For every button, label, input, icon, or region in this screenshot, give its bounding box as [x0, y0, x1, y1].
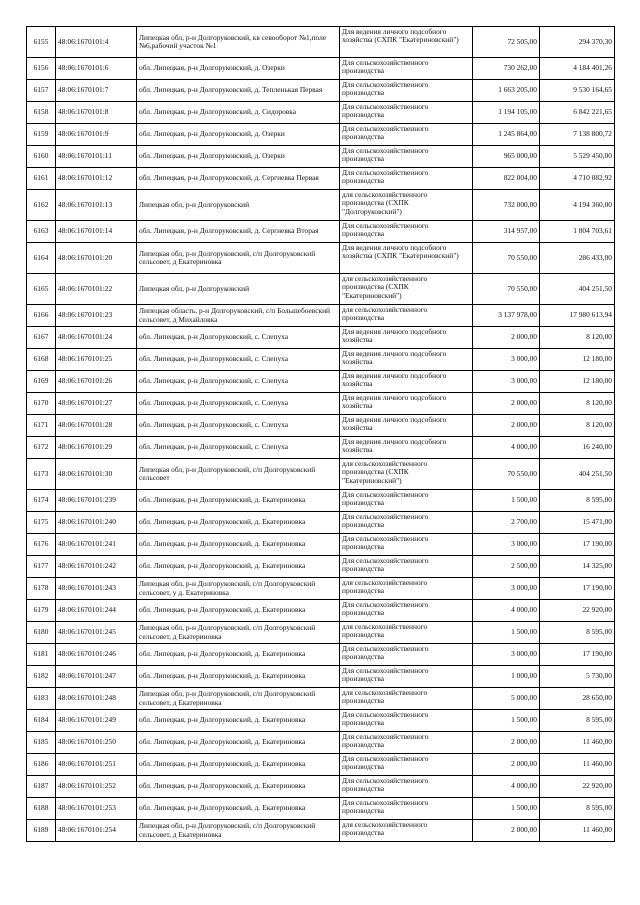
area-cell: 1 000,00	[473, 666, 540, 688]
table-row	[27, 437, 615, 459]
land-plots-table	[26, 26, 615, 842]
table-row	[27, 732, 615, 754]
row-number-cell: 6180	[27, 622, 56, 644]
address-cell: обл. Липецкая, р-н Долгоруковский, д. Тепленькая Первая	[137, 80, 340, 102]
cadastral-value-cell: 15 471,00	[540, 512, 615, 534]
permitted-use-cell: Для сельскохозяйственного производства	[340, 146, 473, 168]
permitted-use-cell: для сельскохозяйственного производства	[340, 578, 473, 600]
cadastral-number-cell: 48:06:1670101:242	[56, 556, 137, 578]
cadastral-value-cell: 11 460,00	[540, 820, 615, 842]
table-row	[27, 58, 615, 80]
permitted-use-cell: Для ведения личного подсобного хозяйства (СХПК "Екатериновский")	[340, 243, 473, 274]
cadastral-value-cell: 5 730,00	[540, 666, 615, 688]
cadastral-value-cell: 286 433,00	[540, 243, 615, 274]
address-cell: обл. Липецкая, р-н Долгоруковский, д. Екатериновка	[137, 754, 340, 776]
cadastral-value-cell: 4 710 082,92	[540, 168, 615, 190]
table-row	[27, 776, 615, 798]
cadastral-number-cell: 48:06:1670101:26	[56, 371, 137, 393]
address-cell: обл. Липецкая, р-н Долгоруковский, д. Сергиевка Вторая	[137, 221, 340, 243]
area-cell: 4 000,00	[473, 437, 540, 459]
cadastral-number-cell: 48:06:1670101:13	[56, 190, 137, 221]
permitted-use-cell: Для сельскохозяйственного производства	[340, 644, 473, 666]
row-number-cell: 6164	[27, 243, 56, 274]
address-cell: Липецкая обл, р-н Долгоруковский, с/п Долгоруковский сельсовет, д Екатериновка	[137, 688, 340, 710]
row-number-cell: 6165	[27, 274, 56, 305]
address-cell: обл. Липецкая, р-н Долгоруковский, д. Екатериновка	[137, 512, 340, 534]
cadastral-value-cell: 6 842 221,65	[540, 102, 615, 124]
permitted-use-cell: для сельскохозяйственного производства	[340, 688, 473, 710]
cadastral-value-cell: 9 530 164,65	[540, 80, 615, 102]
cadastral-value-cell: 17 190,00	[540, 534, 615, 556]
area-cell: 3 000,00	[473, 644, 540, 666]
cadastral-value-cell: 4 184 401,26	[540, 58, 615, 80]
row-number-cell: 6186	[27, 754, 56, 776]
cadastral-value-cell: 22 920,00	[540, 776, 615, 798]
permitted-use-cell: Для сельскохозяйственного производства	[340, 168, 473, 190]
area-cell: 2 000,00	[473, 327, 540, 349]
cadastral-value-cell: 294 370,30	[540, 27, 615, 58]
table-row	[27, 146, 615, 168]
table-row	[27, 798, 615, 820]
area-cell: 1 500,00	[473, 622, 540, 644]
table-row	[27, 754, 615, 776]
address-cell: обл. Липецкая, р-н Долгоруковский, д. Екатериновка	[137, 776, 340, 798]
table-row	[27, 305, 615, 327]
cadastral-value-cell: 8 120,00	[540, 393, 615, 415]
area-cell: 965 000,00	[473, 146, 540, 168]
area-cell: 3 000,00	[473, 578, 540, 600]
permitted-use-cell: Для сельскохозяйственного производства	[340, 58, 473, 80]
address-cell: обл. Липецкая, р-н Долгоруковский, с. Слепуха	[137, 437, 340, 459]
permitted-use-cell: для сельскохозяйственного производства	[340, 305, 473, 327]
permitted-use-cell: Для сельскохозяйственного производства	[340, 776, 473, 798]
cadastral-number-cell: 48:06:1670101:241	[56, 534, 137, 556]
address-cell: обл. Липецкая, р-н Долгоруковский, с. Слепуха	[137, 349, 340, 371]
table-row	[27, 415, 615, 437]
row-number-cell: 6188	[27, 798, 56, 820]
area-cell: 2 000,00	[473, 754, 540, 776]
cadastral-number-cell: 48:06:1670101:243	[56, 578, 137, 600]
row-number-cell: 6157	[27, 80, 56, 102]
area-cell: 732 000,00	[473, 190, 540, 221]
table-row	[27, 622, 615, 644]
row-number-cell: 6166	[27, 305, 56, 327]
table-row	[27, 600, 615, 622]
row-number-cell: 6183	[27, 688, 56, 710]
address-cell: обл. Липецкая, р-н Долгоруковский, д. Екатериновка	[137, 600, 340, 622]
cadastral-value-cell: 12 180,00	[540, 371, 615, 393]
permitted-use-cell: Для ведения личного подсобного хозяйства	[340, 371, 473, 393]
cadastral-number-cell: 48:06:1670101:11	[56, 146, 137, 168]
cadastral-number-cell: 48:06:1670101:9	[56, 124, 137, 146]
area-cell: 3 000,00	[473, 534, 540, 556]
table-row	[27, 327, 615, 349]
table-row	[27, 221, 615, 243]
permitted-use-cell: Для сельскохозяйственного производства	[340, 754, 473, 776]
cadastral-number-cell: 48:06:1670101:20	[56, 243, 137, 274]
permitted-use-cell: Для сельскохозяйственного производства	[340, 124, 473, 146]
row-number-cell: 6184	[27, 710, 56, 732]
area-cell: 72 505,00	[473, 27, 540, 58]
table-row	[27, 490, 615, 512]
area-cell: 2 000,00	[473, 415, 540, 437]
cadastral-value-cell: 5 529 450,00	[540, 146, 615, 168]
permitted-use-cell: Для ведения личного подсобного хозяйства (СХПК "Екатериновский")	[340, 27, 473, 58]
cadastral-number-cell: 48:06:1670101:249	[56, 710, 137, 732]
cadastral-number-cell: 48:06:1670101:252	[56, 776, 137, 798]
cadastral-value-cell: 17 190,00	[540, 578, 615, 600]
address-cell: Липецкая обл, р-н Долгоруковский	[137, 274, 340, 305]
address-cell: Липецкая обл, р-н Долгоруковский, кв севооборот №1,поле №6,рабочий участок №1	[137, 27, 340, 58]
permitted-use-cell: Для сельскохозяйственного производства	[340, 600, 473, 622]
area-cell: 4 000,00	[473, 776, 540, 798]
cadastral-number-cell: 48:06:1670101:245	[56, 622, 137, 644]
permitted-use-cell: Для сельскохозяйственного производства	[340, 534, 473, 556]
row-number-cell: 6156	[27, 58, 56, 80]
address-cell: обл. Липецкая, р-н Долгоруковский, д. Екатериновка	[137, 534, 340, 556]
area-cell: 3 000,00	[473, 349, 540, 371]
permitted-use-cell: Для ведения личного подсобного хозяйства	[340, 327, 473, 349]
permitted-use-cell: для сельскохозяйственного производства (СХПК "Екатериновский")	[340, 459, 473, 490]
permitted-use-cell: Для сельскохозяйственного производства	[340, 490, 473, 512]
cadastral-value-cell: 17 980 613,94	[540, 305, 615, 327]
cadastral-number-cell: 48:06:1670101:30	[56, 459, 137, 490]
row-number-cell: 6179	[27, 600, 56, 622]
address-cell: обл. Липецкая, р-н Долгоруковский, д. Екатериновка	[137, 710, 340, 732]
permitted-use-cell: Для ведения личного подсобного хозяйства	[340, 437, 473, 459]
cadastral-value-cell: 11 460,00	[540, 754, 615, 776]
row-number-cell: 6160	[27, 146, 56, 168]
area-cell: 70 550,00	[473, 274, 540, 305]
row-number-cell: 6187	[27, 776, 56, 798]
address-cell: обл. Липецкая, р-н Долгоруковский, д. Екатериновка	[137, 666, 340, 688]
area-cell: 1 500,00	[473, 798, 540, 820]
table-row	[27, 349, 615, 371]
permitted-use-cell: Для сельскохозяйственного производства	[340, 556, 473, 578]
row-number-cell: 6172	[27, 437, 56, 459]
cadastral-value-cell: 8 595,00	[540, 798, 615, 820]
cadastral-value-cell: 28 650,00	[540, 688, 615, 710]
cadastral-value-cell: 8 595,00	[540, 622, 615, 644]
cadastral-number-cell: 48:06:1670101:24	[56, 327, 137, 349]
cadastral-number-cell: 48:06:1670101:247	[56, 666, 137, 688]
area-cell: 2 000,00	[473, 820, 540, 842]
address-cell: обл. Липецкая, р-н Долгоруковский, д. Екатериновка	[137, 490, 340, 512]
area-cell: 2 500,00	[473, 556, 540, 578]
area-cell: 70 550,00	[473, 243, 540, 274]
cadastral-value-cell: 404 251,50	[540, 459, 615, 490]
permitted-use-cell: для сельскохозяйственного производства (СХПК "Долгоруковский")	[340, 190, 473, 221]
cadastral-number-cell: 48:06:1670101:7	[56, 80, 137, 102]
table-row	[27, 243, 615, 274]
row-number-cell: 6163	[27, 221, 56, 243]
table-row	[27, 393, 615, 415]
table-row	[27, 688, 615, 710]
row-number-cell: 6171	[27, 415, 56, 437]
cadastral-value-cell: 8 120,00	[540, 415, 615, 437]
permitted-use-cell: Для сельскохозяйственного производства	[340, 102, 473, 124]
row-number-cell: 6173	[27, 459, 56, 490]
table-row	[27, 666, 615, 688]
row-number-cell: 6161	[27, 168, 56, 190]
table-row	[27, 371, 615, 393]
address-cell: Липецкая обл, р-н Долгоруковский, с/п Долгоруковский сельсовет, у д. Екатериновка	[137, 578, 340, 600]
address-cell: Липецкая обл, р-н Долгоруковский, с/п Долгоруковский сельсовет	[137, 459, 340, 490]
permitted-use-cell: Для сельскохозяйственного производства	[340, 221, 473, 243]
address-cell: обл. Липецкая, р-н Долгоруковский, д. Озерки	[137, 58, 340, 80]
table-row	[27, 102, 615, 124]
address-cell: Липецкая область, р-н Долгоруковский, с/п Большебоевский сельсовет, д Михайловка	[137, 305, 340, 327]
cadastral-value-cell: 8 595,00	[540, 490, 615, 512]
cadastral-number-cell: 48:06:1670101:248	[56, 688, 137, 710]
area-cell: 314 957,00	[473, 221, 540, 243]
cadastral-value-cell: 8 120,00	[540, 327, 615, 349]
address-cell: обл. Липецкая, р-н Долгоруковский, д. Екатериновка	[137, 556, 340, 578]
area-cell: 2 000,00	[473, 393, 540, 415]
row-number-cell: 6167	[27, 327, 56, 349]
address-cell: обл. Липецкая, р-н Долгоруковский, с. Слепуха	[137, 393, 340, 415]
table-row	[27, 459, 615, 490]
address-cell: обл. Липецкая, р-н Долгоруковский, д. Сергиевка Первая	[137, 168, 340, 190]
permitted-use-cell: Для сельскохозяйственного производства	[340, 80, 473, 102]
cadastral-value-cell: 1 804 703,61	[540, 221, 615, 243]
cadastral-number-cell: 48:06:1670101:12	[56, 168, 137, 190]
cadastral-value-cell: 16 240,00	[540, 437, 615, 459]
area-cell: 3 000,00	[473, 371, 540, 393]
row-number-cell: 6162	[27, 190, 56, 221]
permitted-use-cell: Для сельскохозяйственного производства	[340, 732, 473, 754]
table-row	[27, 534, 615, 556]
cadastral-number-cell: 48:06:1670101:246	[56, 644, 137, 666]
row-number-cell: 6175	[27, 512, 56, 534]
cadastral-number-cell: 48:06:1670101:23	[56, 305, 137, 327]
area-cell: 2 700,00	[473, 512, 540, 534]
cadastral-value-cell: 7 138 800,72	[540, 124, 615, 146]
permitted-use-cell: для сельскохозяйственного производства	[340, 622, 473, 644]
permitted-use-cell: Для сельскохозяйственного производства	[340, 666, 473, 688]
table-row	[27, 190, 615, 221]
cadastral-number-cell: 48:06:1670101:239	[56, 490, 137, 512]
table-body	[27, 27, 615, 842]
cadastral-value-cell: 11 460,00	[540, 732, 615, 754]
permitted-use-cell: Для ведения личного подсобного хозяйства	[340, 415, 473, 437]
cadastral-number-cell: 48:06:1670101:240	[56, 512, 137, 534]
address-cell: Липецкая обл, р-н Долгоруковский, с/п Долгоруковский сельсовет, д Екатериновка	[137, 243, 340, 274]
permitted-use-cell: Для сельскохозяйственного производства	[340, 710, 473, 732]
permitted-use-cell: Для ведения личного подсобного хозяйства	[340, 393, 473, 415]
cadastral-number-cell: 48:06:1670101:6	[56, 58, 137, 80]
row-number-cell: 6170	[27, 393, 56, 415]
cadastral-value-cell: 404 251,50	[540, 274, 615, 305]
table-row	[27, 80, 615, 102]
table-row	[27, 820, 615, 842]
address-cell: обл. Липецкая, р-н Долгоруковский, с. Слепуха	[137, 327, 340, 349]
row-number-cell: 6159	[27, 124, 56, 146]
cadastral-number-cell: 48:06:1670101:25	[56, 349, 137, 371]
cadastral-number-cell: 48:06:1670101:253	[56, 798, 137, 820]
cadastral-value-cell: 22 920,00	[540, 600, 615, 622]
row-number-cell: 6158	[27, 102, 56, 124]
row-number-cell: 6168	[27, 349, 56, 371]
cadastral-number-cell: 48:06:1670101:4	[56, 27, 137, 58]
table-row	[27, 556, 615, 578]
cadastral-number-cell: 48:06:1670101:254	[56, 820, 137, 842]
table-row	[27, 710, 615, 732]
cadastral-number-cell: 48:06:1670101:22	[56, 274, 137, 305]
cadastral-number-cell: 48:06:1670101:14	[56, 221, 137, 243]
area-cell: 1 194 105,00	[473, 102, 540, 124]
row-number-cell: 6181	[27, 644, 56, 666]
permitted-use-cell: Для ведения личного подсобного хозяйства	[340, 349, 473, 371]
area-cell: 70 550,00	[473, 459, 540, 490]
permitted-use-cell: для сельскохозяйственного производства	[340, 820, 473, 842]
area-cell: 1 663 205,00	[473, 80, 540, 102]
area-cell: 4 000,00	[473, 600, 540, 622]
cadastral-number-cell: 48:06:1670101:8	[56, 102, 137, 124]
permitted-use-cell: Для сельскохозяйственного производства	[340, 512, 473, 534]
address-cell: обл. Липецкая, р-н Долгоруковский, с. Слепуха	[137, 415, 340, 437]
cadastral-number-cell: 48:06:1670101:27	[56, 393, 137, 415]
table-row	[27, 512, 615, 534]
address-cell: обл. Липецкая, р-н Долгоруковский, д. Екатериновка	[137, 732, 340, 754]
permitted-use-cell: для сельскохозяйственного производства (СХПК "Екатериновский")	[340, 274, 473, 305]
row-number-cell: 6177	[27, 556, 56, 578]
address-cell: обл. Липецкая, р-н Долгоруковский, д. Сидоровка	[137, 102, 340, 124]
cadastral-value-cell: 14 325,00	[540, 556, 615, 578]
row-number-cell: 6189	[27, 820, 56, 842]
cadastral-number-cell: 48:06:1670101:28	[56, 415, 137, 437]
row-number-cell: 6176	[27, 534, 56, 556]
address-cell: Липецкая обл, р-н Долгоруковский, с/п Долгоруковский сельсовет, д Екатериновка	[137, 622, 340, 644]
row-number-cell: 6174	[27, 490, 56, 512]
cadastral-value-cell: 4 194 360,00	[540, 190, 615, 221]
permitted-use-cell: Для сельскохозяйственного производства	[340, 798, 473, 820]
area-cell: 5 000,00	[473, 688, 540, 710]
cadastral-number-cell: 48:06:1670101:251	[56, 754, 137, 776]
table-row	[27, 124, 615, 146]
cadastral-value-cell: 12 180,00	[540, 349, 615, 371]
row-number-cell: 6185	[27, 732, 56, 754]
table-row	[27, 644, 615, 666]
address-cell: Липецкая обл, р-н Долгоруковский, с/п Долгоруковский сельсовет, д Екатериновка	[137, 820, 340, 842]
area-cell: 2 000,00	[473, 732, 540, 754]
address-cell: обл. Липецкая, р-н Долгоруковский, д. Озерки	[137, 124, 340, 146]
cadastral-value-cell: 8 595,00	[540, 710, 615, 732]
address-cell: обл. Липецкая, р-н Долгоруковский, д. Екатериновка	[137, 798, 340, 820]
address-cell: обл. Липецкая, р-н Долгоруковский, с. Слепуха	[137, 371, 340, 393]
area-cell: 1 245 864,00	[473, 124, 540, 146]
row-number-cell: 6155	[27, 27, 56, 58]
cadastral-number-cell: 48:06:1670101:244	[56, 600, 137, 622]
table-row	[27, 274, 615, 305]
area-cell: 1 500,00	[473, 490, 540, 512]
row-number-cell: 6178	[27, 578, 56, 600]
cadastral-value-cell: 17 190,00	[540, 644, 615, 666]
row-number-cell: 6182	[27, 666, 56, 688]
area-cell: 1 500,00	[473, 710, 540, 732]
address-cell: Липецкая обл, р-н Долгоруковский	[137, 190, 340, 221]
table-row	[27, 168, 615, 190]
area-cell: 3 137 978,00	[473, 305, 540, 327]
address-cell: обл. Липецкая, р-н Долгоруковский, д. Озерки	[137, 146, 340, 168]
cadastral-number-cell: 48:06:1670101:250	[56, 732, 137, 754]
table-row	[27, 27, 615, 58]
area-cell: 730 262,00	[473, 58, 540, 80]
cadastral-number-cell: 48:06:1670101:29	[56, 437, 137, 459]
area-cell: 822 004,00	[473, 168, 540, 190]
row-number-cell: 6169	[27, 371, 56, 393]
address-cell: обл. Липецкая, р-н Долгоруковский, д. Екатериновка	[137, 644, 340, 666]
table-row	[27, 578, 615, 600]
